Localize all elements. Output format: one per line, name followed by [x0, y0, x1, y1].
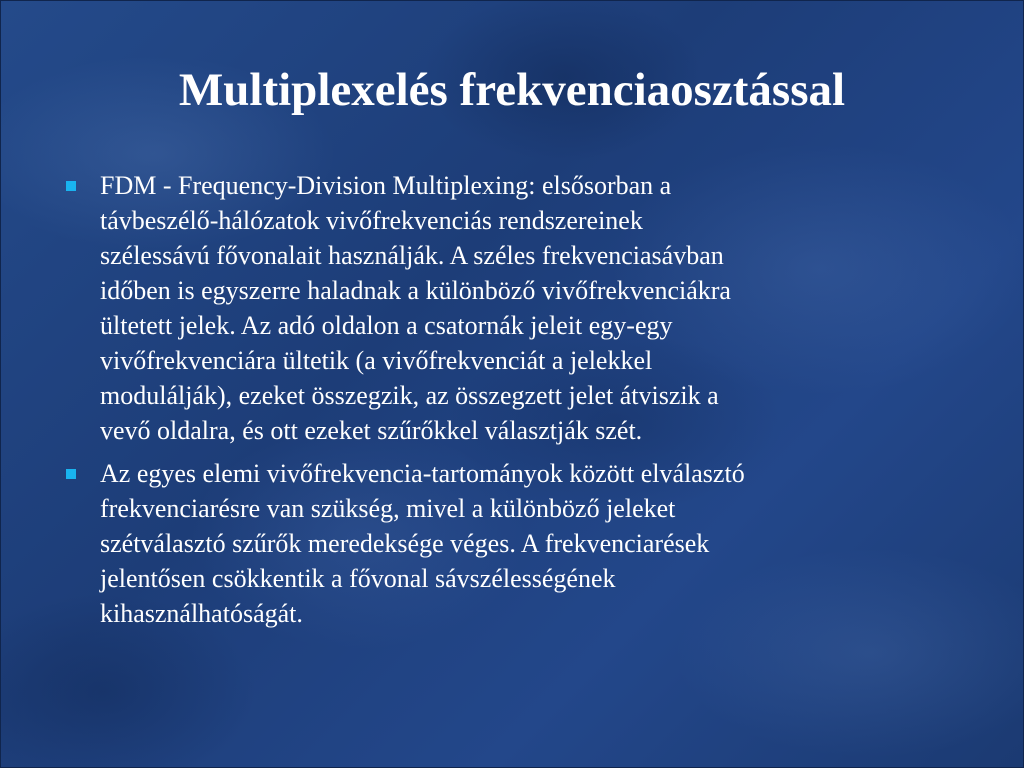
slide-content [62, 168, 962, 639]
bullet-line: kihasználhatóságát. [100, 599, 303, 628]
bullet-line: szétválasztó szűrők meredeksége véges. A frekvenciarések [100, 529, 710, 558]
square-bullet-icon [66, 469, 76, 479]
bullet-line: távbeszélő-hálózatok vivőfrekvenciás rendszereinek [100, 206, 643, 235]
bullet-line: vivőfrekvenciára ültetik (a vivőfrekvenciát a jelekkel [100, 346, 653, 375]
bullet-line: szélessávú fővonalait használják. A széles frekvenciasávban [100, 241, 724, 270]
bullet-item [62, 168, 962, 448]
bullet-line: FDM - Frequency-Division Multiplexing: elsősorban a [100, 171, 672, 200]
bullet-line: modulálják), ezeket összegzik, az összegzett jelet átviszik a [100, 381, 719, 410]
square-bullet-icon [66, 181, 76, 191]
bullet-line: időben is egyszerre haladnak a különböző vivőfrekvenciákra [100, 276, 731, 305]
slide-title: Multiplexelés frekvenciaosztással [178, 64, 846, 116]
bullet-line: vevő oldalra, és ott ezeket szűrőkkel választják szét. [100, 416, 643, 445]
bullet-item [62, 456, 962, 631]
bullet-line: jelentősen csökkentik a fővonal sávszélességének [100, 564, 616, 593]
bullet-line: ültetett jelek. Az adó oldalon a csatornák jeleit egy-egy [100, 311, 673, 340]
bullet-line: Az egyes elemi vivőfrekvencia-tartományok között elválasztó [100, 459, 745, 488]
bullet-line: frekvenciarésre van szükség, mivel a különböző jeleket [100, 494, 676, 523]
